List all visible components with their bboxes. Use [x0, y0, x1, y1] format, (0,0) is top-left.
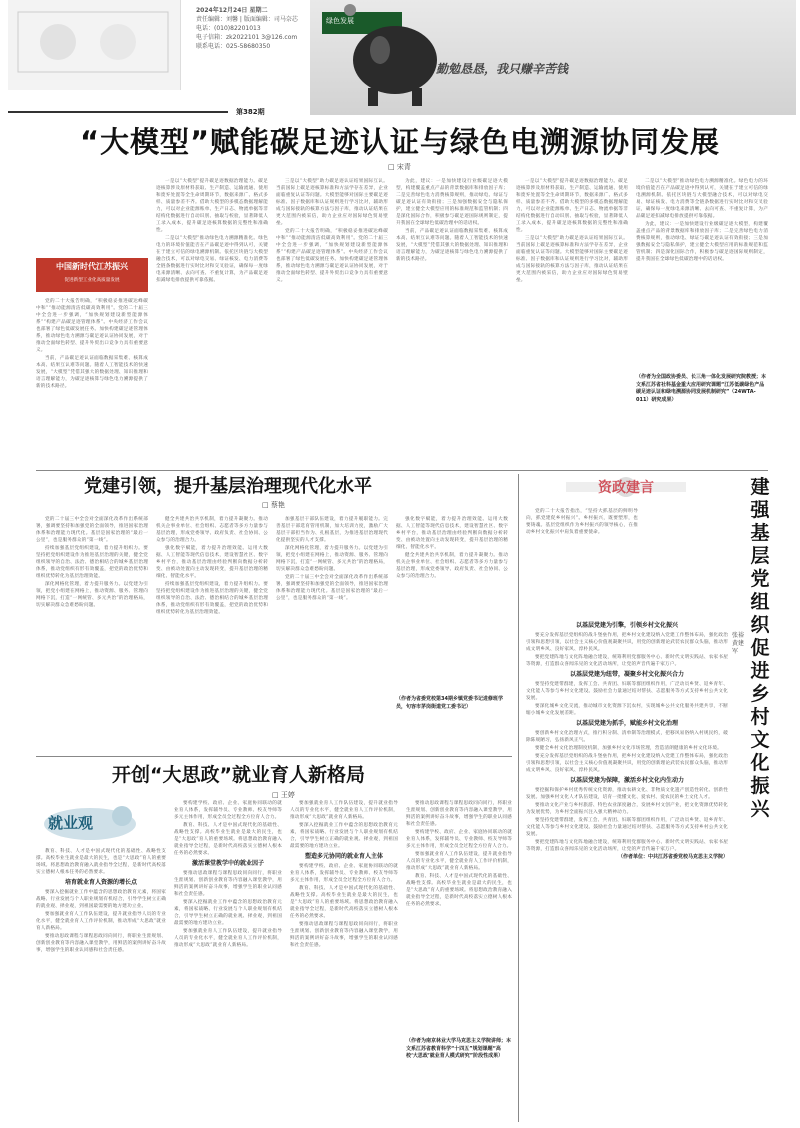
article2-author: 蔡艳 — [270, 501, 285, 509]
page-number: 第382期 — [236, 108, 265, 116]
paragraph: 深化网格化管理，着力提升服务力。以党建为引领，把党小组建在网格上，推动资源、服务、管理向网格下沉，打造“一网统管、多元共治”的治理格局，切实解决群众急难愁盼问题。 — [276, 546, 388, 572]
paragraph: 要挖掘和保护乡村优秀传统文化资源，推动农耕文化、非物质文化遗产创造性转化、创新性发展。加强乡村文化人才队伍建设，培育一批懂文化、爱农村、爱农民的乡土文化人才。 — [526, 788, 728, 800]
paragraph: 持续加强基层党组织建设，着力提升组织力。要坚持把党组织建设作为推进基层治理的关键，健全党组织领导的自治、法治、德治相结合的城乡基层治理体系，推动党组织有形有效覆盖，把党的政治优势和组织优势转化为基层治理效能。 — [156, 582, 268, 615]
paragraph: 要加强就业育人工作队伍建设，提升就业指导人员的专业化水平，健全就业育人工作评价机制，推动形成“大思政”就业育人新格局。 — [290, 801, 398, 820]
banner-tag: 绿色发展 — [326, 17, 354, 25]
paragraph: 健全共建共治共享机制，着力提升凝聚力。推动机关企事业单位、社会组织、志愿者等多方力量参与基层治理，形成党委领导、政府负责、社会协同、公众参与的治理合力。 — [396, 553, 508, 579]
article2-title: 党建引领，提升基层治理现代化水平 — [84, 476, 372, 497]
article3-affiliation: （作者单位：中共江苏省委党校马克思主义学院） — [617, 854, 728, 860]
paragraph: 要坚持党建带群建，发挥工会、共青团、妇联等群团组织作用，广泛动员乡贤、返乡青年、文化能人等参与乡村文化建设。鼓励社会力量通过结对帮扶、志愿服务等方式支持乡村公共文化发展。 — [526, 682, 728, 701]
article4-col1 — [36, 848, 166, 1122]
article2-byline: □ 蔡艳 — [262, 501, 285, 509]
article4-col2 — [174, 800, 282, 1122]
article1-col3 — [276, 178, 388, 464]
article3-col1 — [526, 508, 638, 618]
article4-subhead-2: 激活课堂教学中的就业因子 — [191, 860, 264, 867]
article4-affiliation: （作者为南京林业大学马克思主义学院讲师；本文系江苏省教育科学“十四五”规划课题“高校‘大思政’就业育人模式研究”阶段性成果） — [406, 1038, 512, 1059]
article3-subhead-1: 以基层党建为引擎，引领乡村文化振兴 — [575, 622, 678, 629]
article1-col2 — [156, 178, 268, 464]
paragraph: 二是以“大模型”推动绿色电力溯源精准化。绿色电力的环境价值能否在产品碳足迹中得到认可，关键在于建立可信的绿电溯源机制。依托区块链与大模型融合技术，可以对绿电交易、绿证核发、电力消费等全链条数据进行实时比对和交叉验证，确保每一度绿电来源清晰、去向可查、不重复计算，为产品碳足迹扣减绿电排放提供可靠依据。 — [636, 179, 768, 219]
paragraph: 要构建学校、政府、企业、家庭协同联动的就业育人体系，发挥辅导员、专业教师、校友导师等多元主体作用，形成全员全过程全方位育人合力。 — [174, 801, 282, 820]
article3-subhead-4: 以基层党建为保障，激活乡村文化内生动力 — [569, 777, 684, 784]
paragraph: 要充分发挥基层党组织的战斗堡垒作用，把乡村文化建设纳入党建工作整体布局，强化政治引领和思想引领，以社会主义核心价值观凝聚共识，用党的创新理论武装农民群众头脑，推动形成文明乡风、良好家风、淳朴民风。 — [526, 754, 728, 773]
article3-col2 — [526, 620, 728, 1120]
paragraph: 加强基层干部队伍建设，着力提升履职能力。完善基层干部选育管用机制，加大培训力度，激励广大基层干部担当作为、扎根基层，为推进基层治理现代化提供坚实的人才支撑。 — [276, 517, 388, 543]
article3-subhead-3: 以基层党建为抓手，赋能乡村文化治理 — [575, 720, 678, 727]
article1-byline: □ 宋青 — [388, 163, 411, 171]
paragraph: 要创新乡村文化治理方式，推行积分制、清单制等治理模式，把移风易俗纳入村规民约，破除陈规陋习，弘扬新风正气。 — [526, 731, 728, 743]
article3-title-text: 建强基层党组织 促进乡村文化振兴 — [750, 476, 770, 820]
article2-col3 — [276, 516, 388, 750]
piggy-bank-icon — [310, 0, 796, 115]
article2-col2 — [156, 516, 268, 750]
paragraph: 党的二十大报告明确，“积极稳妥推进碳达峰碳中和”“推动能源清洁低碳高效利用”。党的二十届三中全会进一步强调，“加快规划建设新型能源体系”“构建产品碳足迹管理体系”。中央经济工作会议也部署了绿色低碳发展任务。加快构建碳足迹管理体系，推动绿色电力溯源与碳足迹认证协同发展，对于推动全面绿色转型、提升外贸出口竞争力具有重要意义。 — [276, 229, 388, 283]
article3-subhead-2: 以基层党建为纽带，凝聚乡村文化振兴合力 — [569, 671, 684, 678]
paragraph: 党的二十大报告明确，“积极稳妥推进碳达峰碳中和”“推动能源清洁低碳高效利用”。党的二十届三中全会进一步强调，“加快规划建设新型能源体系”“构建产品碳足迹管理体系”。中央经济工作会议也部署了绿色低碳发展任务。加快构建碳足迹管理体系，推动绿色电力溯源与碳足迹认证协同发展，对于推动全面绿色转型、提升外贸出口竞争力具有重要意义。 — [36, 299, 148, 353]
article4-column-badge — [40, 802, 140, 842]
badge-title: 中国新时代江苏振兴 — [56, 262, 128, 271]
paragraph: 要构建学校、政府、企业、家庭协同联动的就业育人体系，发挥辅导员、专业教师、校友导师等多元主体作用，形成全员全过程全方位育人合力。 — [406, 830, 512, 849]
paragraph: 要健全乡村文化治理制度机制，加强乡村文化市场管理，营造清朗健康的乡村文化环境。 — [535, 746, 722, 751]
vertical-divider — [518, 474, 519, 1122]
masthead-graphic — [8, 0, 181, 90]
banner-slogan: 勤勉恳恳，我只赚辛苦钱 — [436, 62, 569, 76]
paragraph: 二是以“大模型”推动绿色电力溯源精准化。绿色电力的环境价值能否在产品碳足迹中得到认可，关键在于建立可信的绿电溯源机制。依托区块链与大模型融合技术，可以对绿电交易、绿证核发、电力消费等全链条数据进行实时比对和交叉验证，确保每一度绿电来源清晰、去向可查、不重复计算，为产品碳足迹扣减绿电排放提供可靠依据。 — [156, 236, 268, 283]
badge-title: 就业观 — [48, 814, 94, 832]
article4-subhead-3: 塑造多元协同的就业育人主体 — [304, 853, 383, 860]
paragraph: 教育、科技、人才是中国式现代化的基础性、战略性支撑。高校毕业生就业是最大的民生，也是“大思政”育人的重要场域。将思想政治教育融入就业指导全过程，是新时代高校落实立德树人根本任务的必然要求。 — [290, 886, 398, 919]
article4-title: 开创“大思政”就业育人新格局 — [112, 764, 365, 786]
phone-line: 电话：(010)82201013 — [196, 25, 261, 32]
paragraph: 要推动思政课程与课程思政同向同行，将职业生涯规划、创新创业教育等内容融入课堂教学，用鲜活的案例讲好奋斗故事，增强学生的职业认同感和社会责任感。 — [174, 871, 282, 897]
paragraph: 为此，建议：一是加快建设行业级碳足迹大模型，构建覆盖重点产品的背景数据库和排放因子库；二是完善绿色电力消费核算规则，推动绿电、绿证与碳足迹认证有效衔接；三是加强数据安全与隐私保护，建立健全大模型应用的标准规范和监管机制；四是深化国际合作，积极参与碳足迹国际规则制定，提升我国在全球绿色低碳治理中的话语权。 — [636, 222, 768, 262]
article1-col6 — [636, 178, 768, 464]
paragraph: 三是以“大模型”助力碳足迹认证结果国际互认。当前国际上碳足迹核算标准和方法学存在差异，企业面临重复认证等问题。大模型能够对国际主要碳足迹标准、因子数据库和认证规则进行学习比对，辅助形成与国际接轨的核算方法与因子库，推动认证结果在更大范围内被采信，助力企业应对国际绿色贸易壁垒。 — [516, 236, 628, 283]
article1-col5 — [516, 178, 628, 464]
article2-col4 — [396, 516, 508, 750]
paragraph: 要构建学校、政府、企业、家庭协同联动的就业育人体系，发挥辅导员、专业教师、校友导师等多元主体作用，形成全员全过程全方位育人合力。 — [290, 864, 398, 883]
article1-title: “大模型”赋能碳足迹认证与绿色电溯源协同发展 — [79, 125, 721, 159]
article3-byline — [732, 632, 744, 656]
paragraph: 要推动思政课程与课程思政同向同行，将职业生涯规划、创新创业教育等内容融入课堂教学，用鲜活的案例讲好奋斗故事，增强学生的职业认同感和社会责任感。 — [36, 934, 166, 953]
paragraph: 要推动文化产业与乡村旅游、特色农业深度融合，发展乡村文创产业，把文化资源优势转化为发展优势，为乡村全面振兴注入强大精神动力。 — [526, 803, 728, 815]
paragraph: 三是以“大模型”助力碳足迹认证结果国际互认。当前国际上碳足迹核算标准和方法学存在差异，企业面临重复认证等问题。大模型能够对国际主要碳足迹标准、因子数据库和认证规则进行学习比对，辅助形成与国际接轨的核算方法与因子库，推动认证结果在更大范围内被采信，助力企业应对国际绿色贸易壁垒。 — [276, 179, 388, 226]
paragraph: 党的二十届三中全会对全面深化改革作出系统部署，强调要坚持和加强党的全面领导，推进国家治理体系和治理能力现代化。基层是国家治理的“最后一公里”，也是服务群众的“第一线”。 — [36, 517, 148, 543]
article3-column-badge — [566, 474, 686, 500]
article4-subhead-1: 培育就业育人资源的增长点 — [64, 879, 137, 886]
paragraph: 党的二十届三中全会对全面深化改革作出系统部署，强调要坚持和加强党的全面领导，推进国家治理体系和治理能力现代化。基层是国家治理的“最后一公里”，也是服务群众的“第一线”。 — [276, 575, 388, 601]
paragraph: 一是以“大模型”提升碳足迹数据治理能力。碳足迹核算涉及原材料获取、生产制造、运输流通、使用和废弃处置等全生命周期环节，数据来源广、格式多样、质量参差不齐。借助大模型的多模态数据理解能力，可以对企业能源账单、生产日志、物流单据等非结构化数据进行自动识别、抽取与校验，显著降低人工录入成本，提升碳足迹核算数据的完整性和准确性。 — [516, 179, 628, 233]
article3-title — [748, 476, 772, 821]
paragraph: 持续加强基层党组织建设，着力提升组织力。要坚持把党组织建设作为推进基层治理的关键，健全党组织领导的自治、法治、德治相结合的城乡基层治理体系，推动党组织有形有效覆盖，把党的政治优势和组织优势转化为基层治理效能。 — [36, 546, 148, 579]
email-line: 电子信箱：zk2022101 3@126.com — [196, 34, 298, 41]
paragraph: 要深化城乡文化交流，推动城市文化资源下沉农村，实现城乡公共文化服务共建共享，不断缩小城乡文化发展差距。 — [526, 704, 728, 716]
page-number-bar — [8, 108, 796, 116]
divider — [36, 470, 768, 471]
article3-author: 张裕 黄建军 — [732, 632, 745, 655]
issue-date: 2024年12月24日 星期二 — [196, 7, 268, 14]
paragraph: 教育、科技、人才是中国式现代化的基础性、战略性支撑。高校毕业生就业是最大的民生，也是“大思政”育人的重要场域。将思想政治教育融入就业指导全过程，是新时代高校落实立德树人根本任务的必然要求。 — [174, 823, 282, 856]
paragraph: 要加强就业育人工作队伍建设，提升就业指导人员的专业化水平，健全就业育人工作评价机制，推动形成“大思政”就业育人新格局。 — [174, 929, 282, 948]
paragraph: 要把党建阵地与文化阵地融合建设，统筹利用党群服务中心、新时代文明实践站、农家书屋等资源，打造群众喜闻乐见的文化活动场所，让党的声音传遍千家万户。 — [526, 840, 728, 852]
badge-subtitle: 促进新型工业化高质量发展 — [64, 278, 120, 283]
paragraph: 当前，产品碳足迹认证面临数据采集难、核算成本高、结果互认难等问题。随着人工智能技术的快速发展，“大模型”凭借其强大的数据处理、知识推理和语言理解能力，为碳足迹核算与绿色电力溯源提供了新的技术路径。 — [36, 356, 148, 389]
paragraph: 一是以“大模型”提升碳足迹数据治理能力。碳足迹核算涉及原材料获取、生产制造、运输流通、使用和废弃处置等全生命周期环节，数据来源广、格式多样、质量参差不齐。借助大模型的多模态数据理解能力，可以对企业能源账单、生产日志、物流单据等非结构化数据进行自动识别、抽取与校验，显著降低人工录入成本，提升碳足迹核算数据的完整性和准确性。 — [156, 179, 268, 233]
article4-col3 — [290, 800, 398, 1122]
paragraph: 要加强就业育人工作队伍建设，提升就业指导人员的专业化水平，健全就业育人工作评价机制，推动形成“大思政”就业育人新格局。 — [36, 912, 166, 931]
paragraph: 党的二十大报告指出，“坚持大抓基层的鲜明导向，抓党建促乡村振兴”。乡村振兴，既要塑形，也要铸魂。基层党组织作为乡村振兴的领导核心，在推动乡村文化振兴中肩负着重要使命。 — [526, 509, 638, 535]
paragraph: 要推动思政课程与课程思政同向同行，将职业生涯规划、创新创业教育等内容融入课堂教学，用鲜活的案例讲好奋斗故事，增强学生的职业认同感和社会责任感。 — [290, 922, 398, 948]
paragraph: 要充分发挥基层党组织的战斗堡垒作用，把乡村文化建设纳入党建工作整体布局，强化政治引领和思想引领，以社会主义核心价值观凝聚共识，用党的创新理论武装农民群众头脑，推动形成文明乡风、良好家风、淳朴民风。 — [526, 633, 728, 652]
article1-col1 — [36, 298, 148, 464]
paragraph: 要深入挖掘就业工作中蕴含的思想政治教育元素，将国家战略、行业发展与个人职业规划有机结合，引导学生树立正确的就业观、择业观，到祖国最需要的地方建功立业。 — [290, 823, 398, 849]
article1-col4 — [396, 178, 508, 464]
paragraph: 教育、科技、人才是中国式现代化的基础性、战略性支撑。高校毕业生就业是最大的民生，也是“大思政”育人的重要场域。将思想政治教育融入就业指导全过程，是新时代高校落实立德树人根本任务的必然要求。 — [406, 874, 512, 907]
paragraph: 深化网格化管理，着力提升服务力。以党建为引领，把党小组建在网格上，推动资源、服务、管理向网格下沉，打造“一网统管、多元共治”的治理格局，切实解决群众急难愁盼问题。 — [36, 582, 148, 608]
paragraph: 健全共建共治共享机制，着力提升凝聚力。推动机关企事业单位、社会组织、志愿者等多方力量参与基层治理，形成党委领导、政府负责、社会协同、公众参与的治理合力。 — [156, 517, 268, 543]
divider — [36, 756, 512, 757]
paragraph: 要推动思政课程与课程思政同向同行，将职业生涯规划、创新创业教育等内容融入课堂教学，用鲜活的案例讲好奋斗故事，增强学生的职业认同感和社会责任感。 — [406, 801, 512, 827]
contact-line: 联系电话：025-58680350 — [196, 43, 271, 50]
article2-affiliation: （作者为省委党校第34期乡镇党委书记进修班学员，句容市茅岗街道党工委书记） — [396, 696, 503, 710]
article2-col1 — [36, 516, 148, 750]
paragraph: 当前，产品碳足迹认证面临数据采集难、核算成本高、结果互认难等问题。随着人工智能技术的快速发展，“大模型”凭借其强大的数据处理、知识推理和语言理解能力，为碳足迹核算与绿色电力溯源提供了新的技术路径。 — [396, 229, 508, 262]
paragraph: 为此，建议：一是加快建设行业级碳足迹大模型，构建覆盖重点产品的背景数据库和排放因子库；二是完善绿色电力消费核算规则，推动绿电、绿证与碳足迹认证有效衔接；三是加强数据安全与隐私保护，建立健全大模型应用的标准规范和监管机制；四是深化国际合作，积极参与碳足迹国际规则制定，提升我国在全球绿色低碳治理中的话语权。 — [396, 179, 508, 226]
watermark-icon — [8, 0, 180, 90]
paragraph: 要加强就业育人工作队伍建设，提升就业指导人员的专业化水平，健全就业育人工作评价机制，推动形成“大思政”就业育人新格局。 — [406, 852, 512, 871]
paragraph: 要深入挖掘就业工作中蕴含的思想政治教育元素，将国家战略、行业发展与个人职业规划有机结合，引导学生树立正确的就业观、择业观，到祖国最需要的地方建功立业。 — [174, 900, 282, 926]
paragraph: 强化数字赋能，着力提升治理效能。运用大数据、人工智能等现代信息技术，建设智慧社区、数字乡村平台，推动基层治理由经验判断向数据分析转变、由被动处置向主动发现转变，提升基层治理的精细化、智能化水平。 — [156, 546, 268, 579]
article1-affiliation: （作者为全国政协委员、长三角一体化发展研究院教授；本文系江苏省社科基金重大应用研究课题“江苏低碳绿色产品碳足迹认证和绿电溯源协同发展机制研究”（24WTA-011）研究成果） — [636, 374, 767, 403]
article1-column-badge — [36, 258, 148, 292]
editor-line: 责任编辑：刘馨 | 版面编辑：司马奈芯 — [196, 16, 298, 23]
paragraph: 要把党建阵地与文化阵地融合建设，统筹利用党群服务中心、新时代文明实践站、农家书屋等资源，打造群众喜闻乐见的文化活动场所，让党的声音传遍千家万户。 — [526, 655, 728, 667]
article4-byline: □ 王婷 — [272, 791, 295, 799]
article4-col4 — [406, 800, 512, 1122]
article4-author: 王婷 — [280, 791, 295, 799]
article1-author: 宋青 — [396, 163, 411, 171]
paragraph: 教育、科技、人才是中国式现代化的基础性、战略性支撑。高校毕业生就业是最大的民生，也是“大思政”育人的重要场域。将思想政治教育融入就业指导全过程，是新时代高校落实立德树人根本任务的必然要求。 — [36, 849, 166, 875]
paragraph: 要深入挖掘就业工作中蕴含的思想政治教育元素，将国家战略、行业发展与个人职业规划有机结合，引导学生树立正确的就业观、择业观，到祖国最需要的地方建功立业。 — [36, 890, 166, 909]
paragraph: 要坚持党建带群建，发挥工会、共青团、妇联等群团组织作用，广泛动员乡贤、返乡青年、文化能人等参与乡村文化建设。鼓励社会力量通过结对帮扶、志愿服务等方式支持乡村公共文化发展。 — [526, 818, 728, 837]
paragraph: 强化数字赋能，着力提升治理效能。运用大数据、人工智能等现代信息技术，建设智慧社区、数字乡村平台，推动基层治理由经验判断向数据分析转变、由被动处置向主动发现转变，提升基层治理的精细化、智能化水平。 — [396, 517, 508, 550]
badge-title: 资政建言 — [598, 480, 654, 496]
header-banner — [310, 0, 796, 115]
